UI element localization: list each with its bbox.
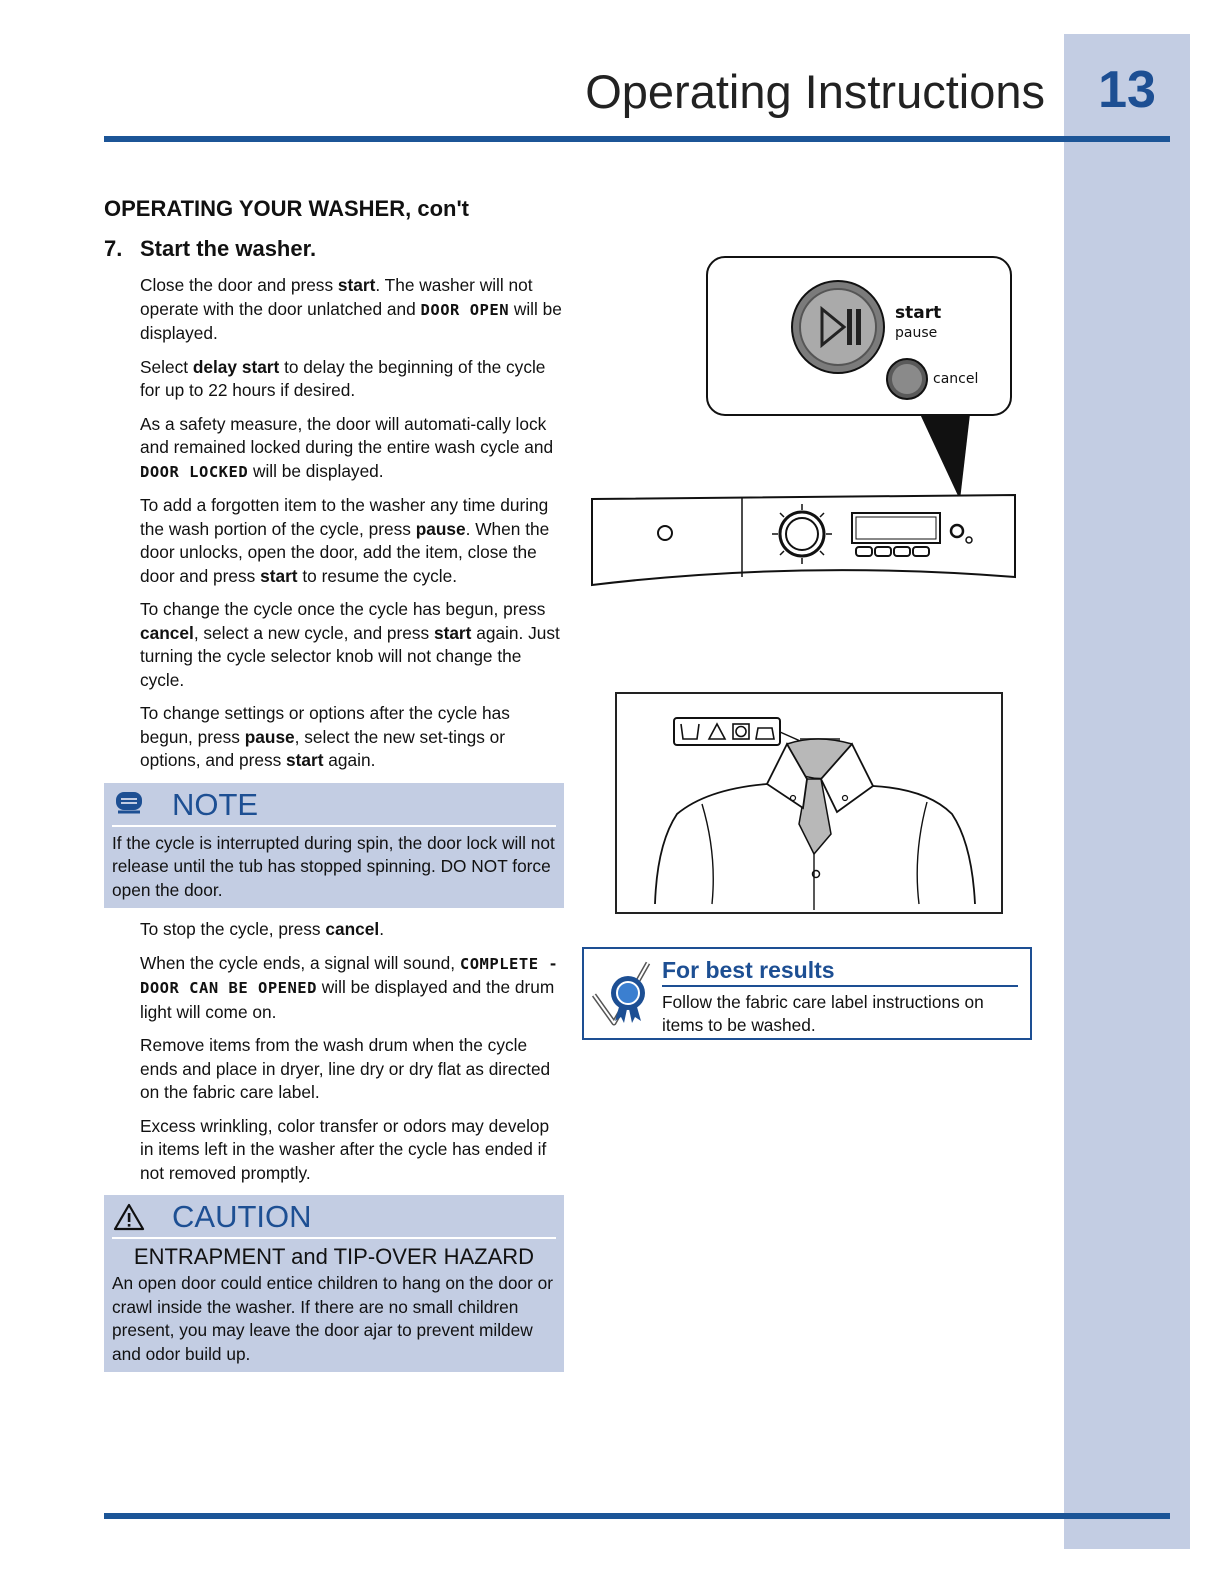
- page-side-tab: [1064, 34, 1190, 1549]
- start-label: start: [895, 303, 942, 323]
- note-header: [112, 787, 556, 827]
- paragraph-excess-wrinkling: Excess wrinkling, color transfer or odors may develop in items left in the washer after the cycle has ended if not removed promptly.: [140, 1115, 550, 1183]
- caution-box: [104, 1195, 564, 1372]
- cancel-label: cancel: [933, 371, 979, 387]
- step-number: 7.: [104, 236, 123, 261]
- paragraph-change-settings: To change settings or options after the cycle has begun, press pause, select the new set-tings or options, and press start again.: [140, 703, 510, 770]
- page-number: 13: [1098, 61, 1156, 119]
- note-icon: [112, 790, 172, 820]
- shirt-care-label-figure: [615, 692, 1003, 914]
- paragraph-add-item: To add a forgotten item to the washer any time during the wash portion of the cycle, press pause. When the door unlocks, open the door, add the item, close the door and press start to resume the cycle.: [140, 495, 550, 586]
- tip-text: Follow the fabric care label instructions on items to be washed.: [662, 992, 984, 1035]
- caution-title: CAUTION: [172, 1199, 312, 1234]
- main-text-column: [104, 196, 564, 1382]
- note-title: NOTE: [172, 786, 259, 822]
- paragraph-cycle-ends: When the cycle ends, a signal will sound, COMPLETE - DOOR CAN BE OPENED will be displayed and the drum light will come on.: [140, 952, 559, 1022]
- pause-label: pause: [895, 325, 938, 341]
- step-heading: [104, 236, 564, 262]
- header-rule: [104, 136, 1170, 142]
- award-ribbon-icon: [588, 955, 658, 1040]
- best-results-tip: [582, 947, 1032, 1040]
- note-text: If the cycle is interrupted during spin, the door lock will not release until the tub has stopped spinning. DO NOT force open the door.: [112, 832, 555, 900]
- step-title: Start the washer.: [140, 236, 317, 261]
- display-message: DOOR LOCKED: [140, 462, 249, 481]
- paragraph-close-door: Close the door and press start. The washer will not operate with the door unlatched and DOOR OPEN will be displayed.: [140, 275, 562, 343]
- paragraph-delay-start: Select delay start to delay the beginning of the cycle for up to 22 hours if desired.: [140, 356, 546, 400]
- caution-header: [112, 1199, 556, 1239]
- tip-title: For best results: [662, 957, 1018, 987]
- display-message: DOOR OPEN: [420, 300, 510, 319]
- paragraph-stop-cycle: To stop the cycle, press cancel.: [140, 919, 385, 939]
- page-title: Operating Instructions: [585, 65, 1045, 118]
- paragraph-door-lock: As a safety measure, the door will automati-cally lock and remained locked during the entire wash cycle and DOOR LOCKED will be displayed.: [140, 413, 554, 481]
- paragraph-change-cycle: To change the cycle once the cycle has begun, press cancel, select a new cycle, and press start again. Just turning the cycle selector knob will not change the cycle.: [140, 599, 560, 690]
- section-heading: OPERATING YOUR WASHER, con't: [104, 196, 469, 221]
- warning-triangle-icon: [112, 1202, 172, 1232]
- control-panel-figure: [590, 255, 1030, 600]
- caution-text: An open door could entice children to hang on the door or crawl inside the washer. If there are no small children present, you may leave the door ajar to prevent mildew and odor build up.: [112, 1273, 553, 1364]
- display-message: COMPLETE - DOOR CAN BE OPENED: [140, 954, 559, 997]
- caution-subtitle: ENTRAPMENT and TIP-OVER HAZARD: [133, 1244, 535, 1269]
- paragraph-remove-items: Remove items from the wash drum when the cycle ends and place in dryer, line dry or dry flat as directed on the fabric care label.: [140, 1035, 551, 1102]
- footer-rule: [104, 1513, 1170, 1519]
- note-box: [104, 783, 564, 909]
